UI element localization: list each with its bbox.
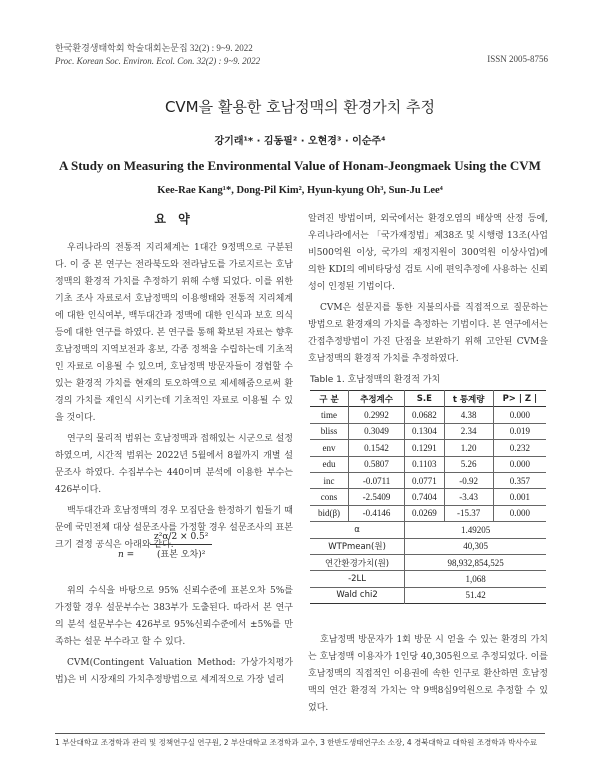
table-cell: 0.019 [509, 426, 530, 437]
table-cell: 4.38 [444, 407, 493, 423]
table-cell: 0.3049 [348, 423, 404, 439]
table-cell: 0.0771 [405, 472, 444, 488]
paragraph: 백두대간과 호남정맥의 경우 모집단을 한정하기 힘들기 때문에 국민전체 대상 설문조사를 가정할 경우 설문조사의 표본 크기 결정 공식은 아래와 같다. [55, 506, 293, 550]
table-cell: 0.232 [509, 442, 530, 453]
title-english: A Study on Measuring the Environmental Value of Honam-Jeongmaek Using the CVM [59, 158, 541, 173]
table-header: 구 분 [310, 391, 348, 407]
paragraph: CVM은 설문지를 통한 지불의사를 직접적으로 질문하는 방법으로 환경재의 가치를 측정하는 기법이다. 본 연구에서는 간접추정방법이 가진 단점을 보완하기 위해 고안된 CVM을 호남정맥의 환경적 가치를 추정하였다. [308, 303, 548, 364]
left-column-continued [55, 583, 293, 693]
summary-label: WTPmean(원) [310, 538, 405, 554]
table-cell: -15.37 [444, 505, 493, 521]
table-cell: bliss [310, 423, 348, 439]
table-cell: 0.5807 [348, 456, 404, 472]
table-cell: inc [310, 472, 348, 488]
paragraph: 연구의 물리적 범위는 호남정맥과 접해있는 시군으로 설정하였으며, 시간적 범위는 2022년 5월에서 8월까지 개별 설문조사 하였다. 수집부수는 440이며 분석에 이용한 부수는 426부이다. [55, 434, 293, 495]
right-column [308, 211, 548, 372]
summary-label: -2LL [310, 571, 405, 587]
table-row [310, 423, 546, 439]
table-cell: 0.0682 [405, 407, 444, 423]
table-cell: time [310, 407, 348, 423]
table-cell: -0.0711 [348, 472, 404, 488]
table-cell: 0.7404 [405, 489, 444, 505]
abstract-heading: 요 약 [154, 212, 194, 226]
table-summary-row [310, 587, 546, 603]
left-column [55, 240, 293, 558]
table-cell: 0.0269 [405, 505, 444, 521]
paragraph: 위의 수식을 바탕으로 95% 신뢰수준에 표본오차 5%를 가정할 경우 설문부수는 383부가 도출된다. 따라서 본 연구의 분석 설문부수는 426부로 95%신뢰수준에서 ±5%를 만족하는 설문 부수라고 할 수 있다. [55, 586, 293, 647]
footnote-divider [55, 733, 545, 734]
table-cell: -0.92 [444, 472, 493, 488]
table-cell: 0.001 [509, 492, 530, 503]
environmental-value-table [310, 390, 546, 604]
table-cell: bid(β) [310, 505, 348, 521]
table-header: P> | Z | [502, 393, 538, 404]
table-row [310, 472, 546, 488]
issn: ISSN 2005-8756 [487, 54, 548, 64]
summary-label: 연간환경가치(원) [310, 554, 405, 570]
journal-header-en: Proc. Korean Soc. Environ. Ecol. Con. 32(2) : 9~9. 2022 [55, 56, 261, 66]
table-cell: 0.000 [509, 410, 530, 421]
table-summary-row [310, 554, 546, 570]
paragraph: 호남정맥 방문자가 1회 방문 시 얻을 수 있는 환경의 가치는 호남정맥 이용자가 1인당 40,305원으로 추정되었다. 이를 호남정맥의 직접적인 이용권에 속한 인구로 환산하면 호남정맥의 연간 환경적 가치는 약 9백8십9억원으로 추정할 수 있었다. [308, 635, 548, 713]
table-cell: edu [310, 456, 348, 472]
formula-lhs: n = [118, 550, 135, 560]
paragraph: 우리나라의 전통적 지리체계는 1대간 9정맥으로 구분된다. 이 중 본 연구는 전라북도와 전라남도를 가로지르는 호남정맥의 환경적 가치를 추정하기 위해 수행 되었다. 이를 위한 기초 조사 자료로서 호남정맥의 이용행태와 전통적 지리체계에 대한 인식여부, 백두대간과 정맥에 대한 인식과 보호 의식 등에 대한 연구를 하였다. 본 연구를 통해 확보된 자료는 향후 호남정맥의 지역보전과 홍보, 각종 정책을 수립하는데 기초적인 자료로 이용될 수 있으며, 호남정맥 방문자들이 경험할 수 있는 환경적 가치를 현재의 토오하액으로 제세해줌으로써 환경의 가치를 재인식 시키는데 기초적인 자료로 이용될 수 있을 것이다. [55, 243, 293, 423]
summary-value: 40,305 [463, 541, 488, 552]
table-header: 추정계수 [348, 391, 404, 407]
paragraph: 알려진 방법이며, 외국에서는 환경오염의 배상액 산정 등에, 우리나라에서는 「국가재정법」제38조 및 시행령 13조(사업비500억원 이상, 국가의 재정지원이 300억원 이상사업)에 의한 KDI의 예비타당성 검토 시에 편익추정에 사용하는 신뢰성이 인정된 기법이다. [308, 214, 548, 292]
table-row [310, 407, 546, 423]
table-summary-row [310, 571, 546, 587]
table-cell: cons [310, 489, 348, 505]
table-cell: 0.1291 [405, 440, 444, 456]
table-row [310, 489, 546, 505]
table-cell: 0.000 [509, 459, 530, 470]
authors-korean: 강기래¹* · 김동필² · 오현경³ · 이순주⁴ [214, 136, 386, 147]
table-header-row [310, 391, 546, 407]
summary-value: 1,068 [465, 573, 486, 584]
table-row [310, 505, 546, 521]
table-cell: -3.43 [444, 489, 493, 505]
table-header: t 통계량 [444, 391, 493, 407]
formula-denominator: (표본 오차)² [157, 550, 206, 560]
summary-value: 98,932,854,525 [447, 557, 504, 568]
table-cell: -2.5409 [348, 489, 404, 505]
table-cell: -0.4146 [348, 505, 404, 521]
table-cell: 0.2992 [348, 407, 404, 423]
table-header: S.E [405, 391, 444, 407]
table-cell: 0.000 [509, 508, 530, 519]
summary-value: 51.42 [465, 590, 486, 601]
sample-size-formula [118, 532, 212, 560]
right-column-continued [308, 632, 548, 721]
footnote: 1 부산대학교 조경학과 관리 및 정책연구실 연구원, 2 부산대학교 조경학과 교수, 3 한반도생태연구소 소장, 4 경북대학교 대학원 조경학과 박사수료 [55, 738, 538, 747]
summary-label: Wald chi2 [310, 587, 405, 603]
table-caption: Table 1. 호남정맥의 환경적 가치 [310, 375, 441, 385]
table-cell: 2.34 [444, 423, 493, 439]
table-summary-row [310, 538, 546, 554]
journal-header-kr: 한국환경생태학회 학술대회논문집 32(2) : 9~9. 2022 [55, 43, 253, 53]
formula-numerator: z²α/2 × 0.5² [150, 532, 212, 545]
summary-label: α [310, 522, 405, 538]
table-cell: 0.1542 [348, 440, 404, 456]
table-row [310, 440, 546, 456]
table-cell: 0.1103 [405, 456, 444, 472]
title-korean: CVM을 활용한 호남정맥의 환경가치 추정 [164, 98, 436, 116]
table-cell: 0.1304 [405, 423, 444, 439]
table-cell: env [310, 440, 348, 456]
summary-value: 1.49205 [460, 524, 491, 535]
paragraph: CVM(Contingent Valuation Method: 가상가치평가법)은 비 시장재의 가치추정방법으로 세계적으로 가장 널리 [55, 658, 293, 685]
table-cell: 0.357 [509, 475, 530, 486]
table-row [310, 456, 546, 472]
table-cell: 1.20 [444, 440, 493, 456]
table-cell: 5.26 [444, 456, 493, 472]
table-summary-row [310, 522, 546, 538]
authors-english: Kee-Rae Kang¹*, Dong-Pil Kim², Hyun-kyung Oh³, Sun-Ju Lee⁴ [157, 185, 443, 196]
